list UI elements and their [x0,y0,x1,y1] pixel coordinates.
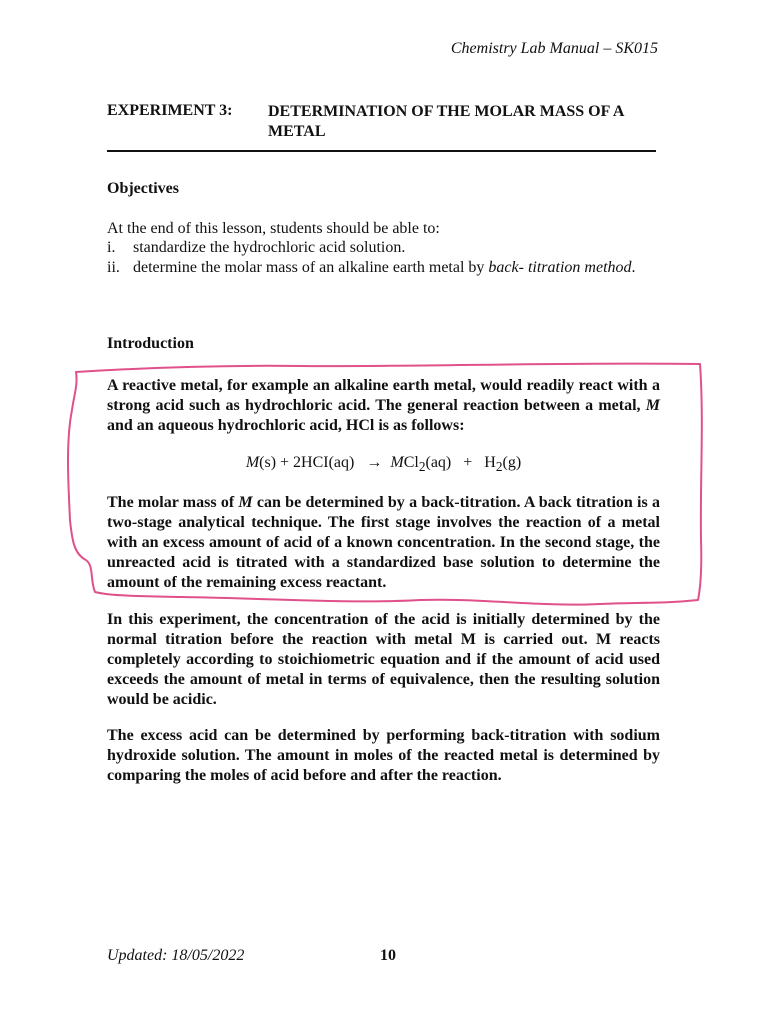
introduction-heading: Introduction [107,335,194,352]
objective-marker: i. [107,239,116,256]
updated-date: Updated: 18/05/2022 [107,947,245,964]
intro-paragraph-4: The excess acid can be determined by performing back-titration with sodium hydroxide solution. The amount in moles of the reacted metal is determined by comparing the moles of acid before and after the reaction. [107,727,660,784]
manual-header: Chemistry Lab Manual – SK015 [450,40,658,57]
title-divider [107,150,656,152]
back-titration-term: back- titration method [488,259,632,276]
objectives-intro: At the end of this lesson, students should be able to: [107,220,440,237]
objective-text: determine the molar mass of an alkaline earth metal by back- titration method. [133,259,636,276]
objective-marker: ii. [107,259,120,276]
reaction-arrow: → [366,454,383,471]
objectives-heading: Objectives [107,180,179,197]
experiment-title: DETERMINATION OF THE MOLAR MASS OF A METAL [268,103,624,140]
reaction-equation: M(s) + 2HCI(aq) → MCl$_2$(aq) + $H_2(g)$ [245,454,522,475]
objective-text: standardize the hydrochloric acid solution. [133,239,406,256]
objective-item-2 [107,258,660,298]
objective-item-1 [107,238,660,258]
experiment-label: EXPERIMENT 3: [107,102,233,119]
page-number: 10 [380,947,396,964]
intro-paragraph-2: The molar mass of M can be determined by a back-titration. A back titration is a two-stage analytical technique. The first stage involves the reaction of a metal with an excess amount of acid of a known concentration. In the second stage, the unreacted acid is titrated with a standardized base solution to determine the amount of the remaining excess reactant. [107,494,660,591]
intro-paragraph-1: A reactive metal, for example an alkaline earth metal, would readily react with a strong acid such as hydrochloric acid. The general reaction between a metal, M and an aqueous hydrochloric acid, HCl is as follows: [107,377,660,434]
intro-paragraph-3: In this experiment, the concentration of the acid is initially determined by the normal titration before the reaction with metal M is carried out. M reacts completely according to stoichiometric equation and if the amount of acid used exceeds the amount of metal in terms of equivalence, then the resulting solution would be acidic. [107,611,660,708]
